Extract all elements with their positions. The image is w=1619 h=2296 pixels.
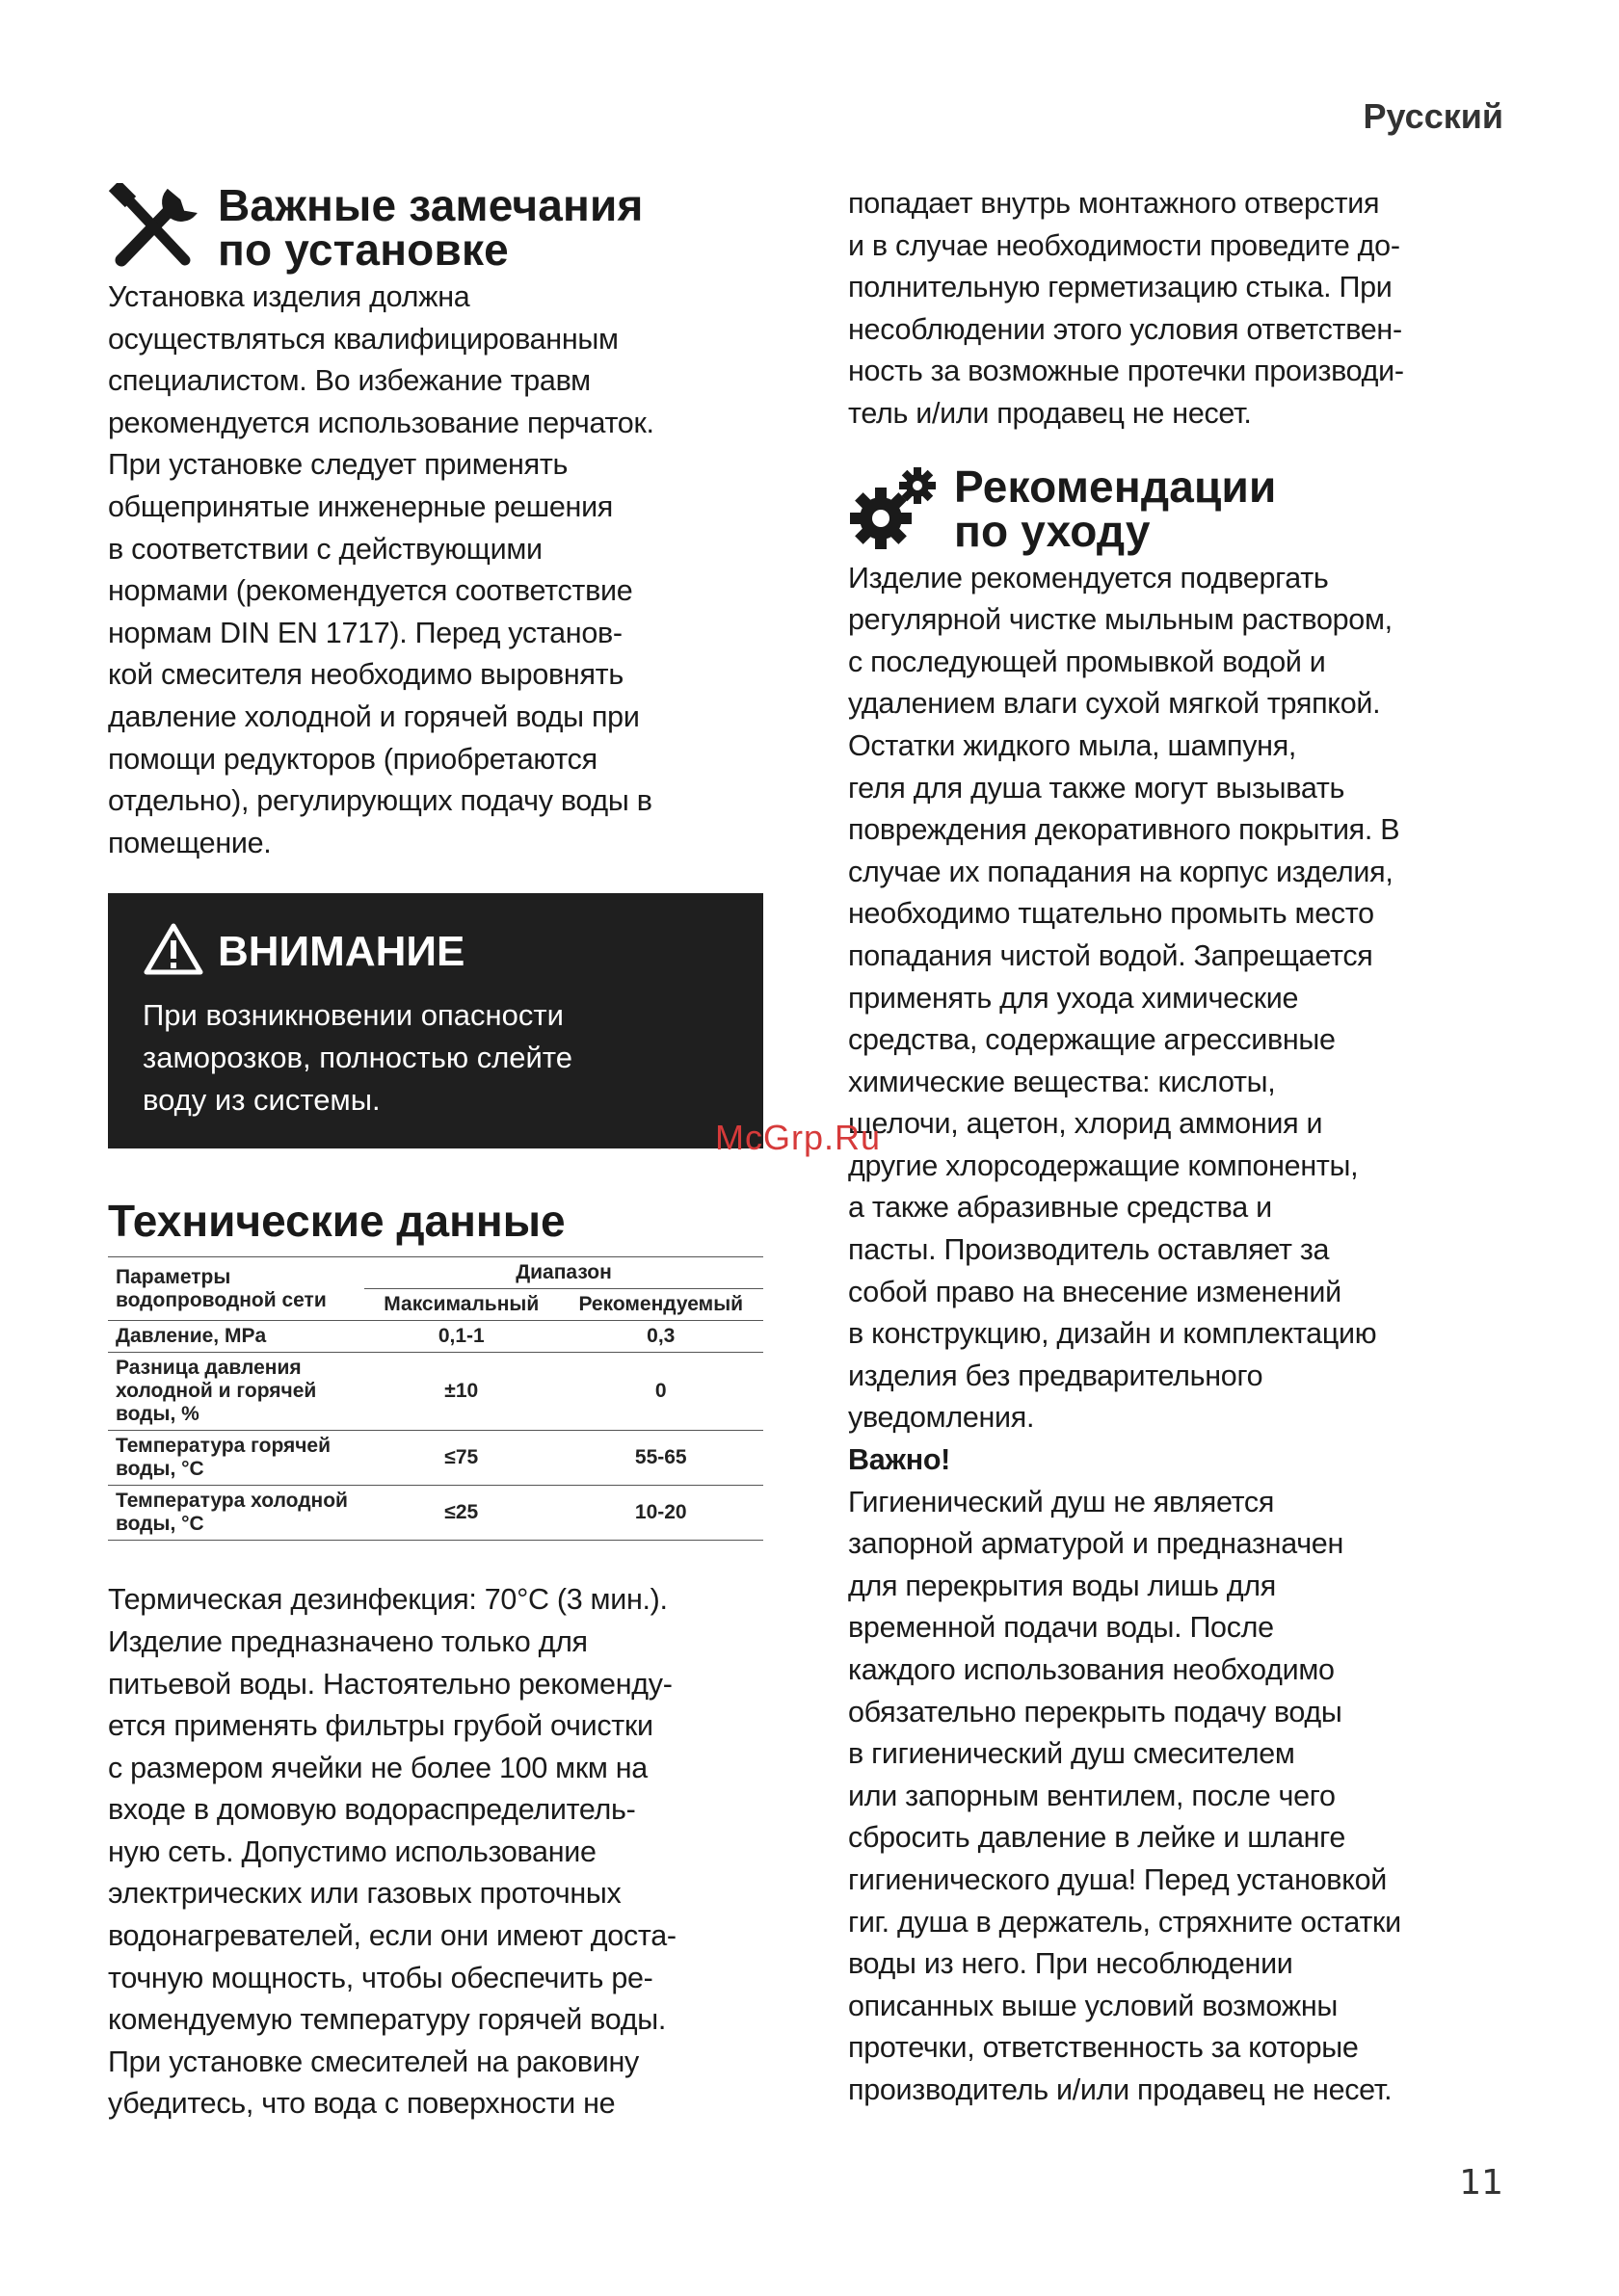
table-row: [108, 1321, 763, 1353]
rec-cell: 0: [559, 1353, 764, 1431]
care-title-line2: по уходу: [954, 505, 1151, 556]
page-number: 11: [1459, 2163, 1503, 2203]
rec-cell: 10-20: [559, 1486, 764, 1541]
installation-title-line2: по установке: [218, 224, 509, 275]
table-header-row: [108, 1257, 763, 1289]
max-cell: ±10: [364, 1353, 559, 1431]
max-cell: 0,1-1: [364, 1321, 559, 1353]
care-text: Изделие рекомендуется подвергать регулярной чистке мыльным раствором, с последующей промывкой водой и удалением влаги сухой мягкой тряпкой. Остатки жидкого мыла, шампуня, геля для душа также могут вызывать повреждения декоративного покрытия. В случае их попадания на корпус изделия, необходимо тщательно промыть место попадания чистой водой. Запрещается применять для ухода химические средства, содержащие агрессивные химические вещества: кислоты, щелочи, ацетон, хлорид аммония и другие хлорсодержащие компоненты, а также абразивные средства и пасты. Производитель оставляет за собой право на внесение изменений в конструкцию, дизайн и комплектацию изделия без предварительного уведомления.: [848, 561, 1400, 1435]
rec-cell: 0,3: [559, 1321, 764, 1353]
max-cell: ≤25: [364, 1486, 559, 1541]
gears-icon: [848, 464, 941, 558]
param-cell: Температура горячей воды, °C: [108, 1431, 364, 1486]
param-cell: Температура холодной воды, °C: [108, 1486, 364, 1541]
param-cell: Разница давления холодной и горячей воды, %: [108, 1353, 364, 1431]
left-column: [108, 180, 763, 2125]
installation-heading: [108, 180, 763, 277]
table-row: [108, 1353, 763, 1431]
installation-title-line1: Важные замечания: [218, 180, 644, 230]
tech-title: Технические данные: [108, 1196, 566, 1247]
right-column: [848, 183, 1513, 2112]
rec-header: Рекомендуемый: [559, 1289, 764, 1321]
tools-icon: [108, 183, 204, 277]
table-row: [108, 1431, 763, 1486]
language-label: Русский: [1363, 96, 1503, 136]
warning-box: [108, 893, 763, 1148]
max-cell: ≤75: [364, 1431, 559, 1486]
continuation-text: попадает внутрь монтажного отверстия и в случае необходимости проведите до- полнительную герметизацию стыка. При несоблюдении этого условия ответствен- ность за возможные протечки производи- тель и/или продавец не несет.: [848, 187, 1404, 430]
watermark: McGrp.Ru: [715, 1118, 882, 1157]
care-heading: [848, 461, 1513, 558]
max-header: Максимальный: [364, 1289, 559, 1321]
rec-cell: 55-65: [559, 1431, 764, 1486]
important-text: Гигиенический душ не является запорной арматурой и предназначен для перекрытия воды лишь для временной подачи воды. После каждого использования необходимо обязательно перекрыть подачу воды в гигиенический душ смесителем или запорным вентилем, после чего сбросить давление в лейке и шланге гигиенического душа! Перед установкой гиг. душа в держатель, стряхните остатки воды из него. При несоблюдении описанных выше условий возможны протечки, ответственность за которые производитель и/или продавец не несет.: [848, 1485, 1401, 2106]
tech-text: Термическая дезинфекция: 70°C (3 мин.). Изделие предназначено только для питьевой воды. Настоятельно рекоменду- ется применять фильтры грубой очистки с размером ячейки не более 100 мкм на входе в домовую водораспределитель- ную сеть. Допустимо использование электрических или газовых проточных водонагревателей, если они имеют доста- точную мощность, чтобы обеспечить ре- комендуемую температуру горячей воды. При установке смесителей на раковину убедитесь, что вода с поверхности не: [108, 1583, 677, 2121]
tech-table: [108, 1256, 763, 1541]
param-cell: Давление, MPa: [108, 1321, 364, 1353]
table-row: [108, 1486, 763, 1541]
warning-icon: [143, 922, 204, 981]
param-header: Параметры водопроводной сети: [108, 1257, 364, 1321]
warning-title: ВНИМАНИЕ: [218, 927, 465, 975]
warning-text: При возникновении опасности заморозков, полностью слейте воду из системы.: [143, 998, 572, 1118]
important-label: Важно!: [848, 1443, 951, 1477]
care-title-line1: Рекомендации: [954, 461, 1277, 512]
installation-text: Установка изделия должна осуществляться квалифицированным специалистом. Во избежание травм рекомендуется использование перчаток. При установке следует применять общепринятые инженерные решения в соответствии с действующими нормами (рекомендуется соответствие нормам DIN EN 1717). Перед установ- кой смесителя необходимо выровнять давление холодной и горячей воды при помощи редукторов (приобретаются отдельно), регулирующих подачу воды в помещение.: [108, 280, 654, 859]
range-header: Диапазон: [364, 1257, 763, 1289]
